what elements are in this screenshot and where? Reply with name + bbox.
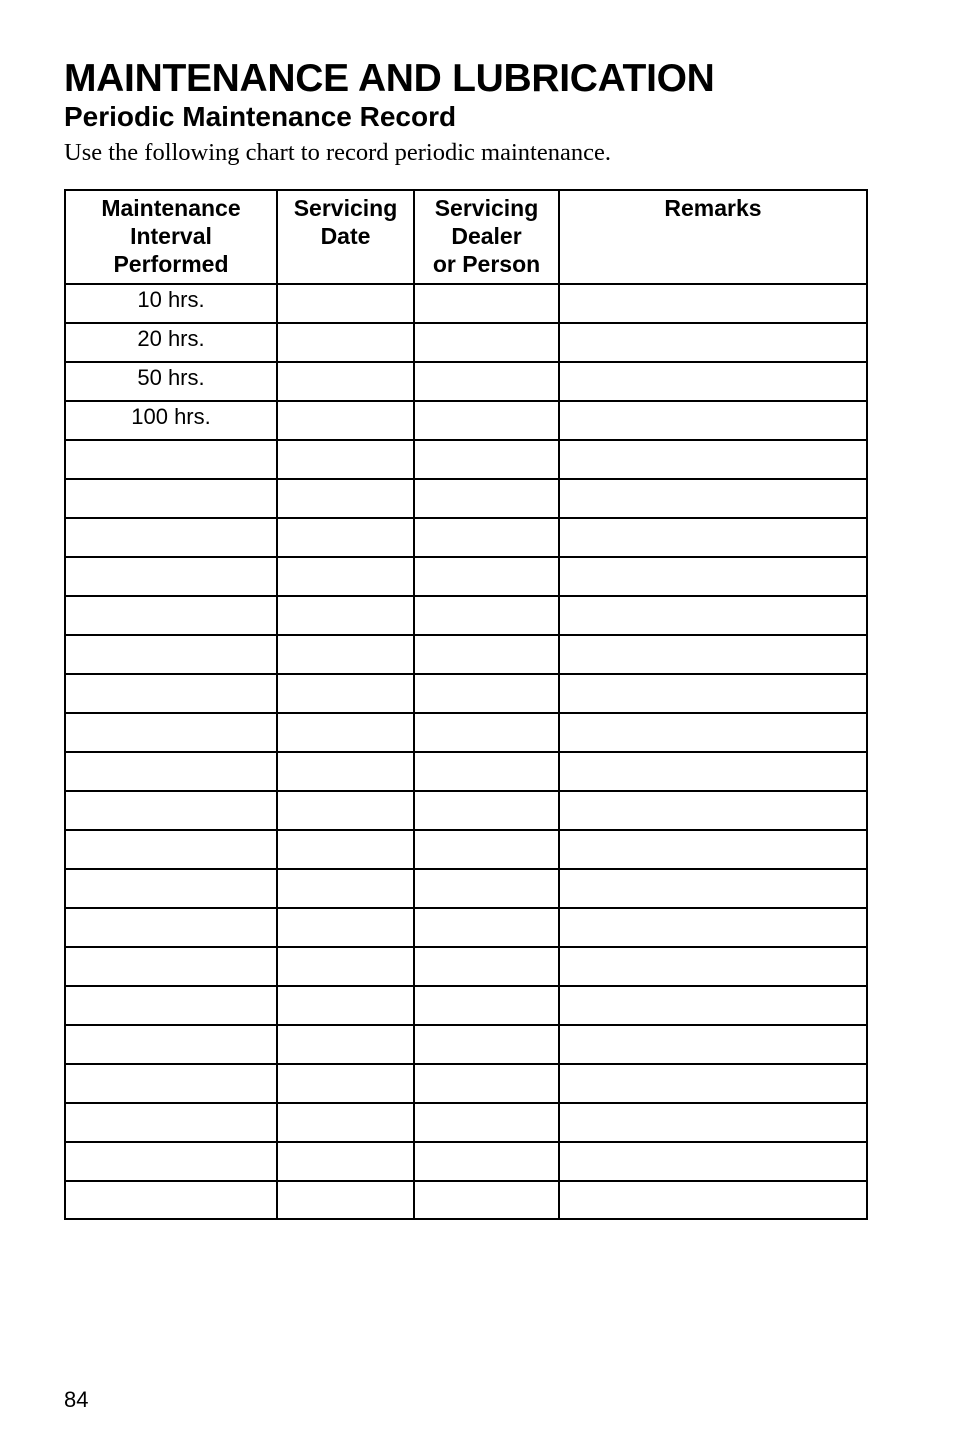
column-header-line: Remarks <box>664 195 762 221</box>
table-row <box>65 908 867 947</box>
table-row <box>65 401 867 440</box>
remarks-cell <box>559 752 867 791</box>
interval-cell: 20 hrs. <box>65 323 277 362</box>
dealer-cell <box>414 440 559 479</box>
servicing-date-cell <box>277 518 414 557</box>
remarks-cell <box>559 635 867 674</box>
remarks-cell <box>559 791 867 830</box>
interval-cell <box>65 440 277 479</box>
interval-cell <box>65 518 277 557</box>
interval-cell <box>65 752 277 791</box>
dealer-cell <box>414 791 559 830</box>
table-row <box>65 596 867 635</box>
dealer-cell <box>414 1103 559 1142</box>
interval-cell <box>65 908 277 947</box>
servicing-date-cell <box>277 440 414 479</box>
dealer-cell <box>414 1142 559 1181</box>
remarks-cell <box>559 1064 867 1103</box>
dealer-cell <box>414 362 559 401</box>
remarks-cell <box>559 440 867 479</box>
servicing-date-cell <box>277 908 414 947</box>
remarks-cell <box>559 947 867 986</box>
remarks-cell <box>559 518 867 557</box>
dealer-cell <box>414 674 559 713</box>
intro-text: Use the following chart to record periodic maintenance. <box>64 139 611 166</box>
interval-cell <box>65 674 277 713</box>
dealer-cell <box>414 986 559 1025</box>
table-row <box>65 713 867 752</box>
remarks-cell <box>559 1181 867 1219</box>
servicing-date-cell <box>277 791 414 830</box>
remarks-cell <box>559 479 867 518</box>
servicing-date-cell <box>277 752 414 791</box>
servicing-date-cell <box>277 1103 414 1142</box>
dealer-cell <box>414 1025 559 1064</box>
table-row <box>65 830 867 869</box>
servicing-date-cell <box>277 362 414 401</box>
dealer-cell <box>414 830 559 869</box>
interval-cell <box>65 479 277 518</box>
interval-cell <box>65 635 277 674</box>
remarks-cell <box>559 1025 867 1064</box>
header-maintenance-interval <box>65 190 277 284</box>
page-title: MAINTENANCE AND LUBRICATION <box>64 57 715 100</box>
dealer-cell <box>414 947 559 986</box>
header-remarks <box>559 190 867 284</box>
page-number: 84 <box>64 1387 89 1412</box>
table-row <box>65 440 867 479</box>
header-servicing-date <box>277 190 414 284</box>
table-row <box>65 752 867 791</box>
dealer-cell <box>414 284 559 323</box>
table-row <box>65 362 867 401</box>
interval-cell: 10 hrs. <box>65 284 277 323</box>
interval-cell <box>65 596 277 635</box>
interval-cell <box>65 713 277 752</box>
interval-cell <box>65 1181 277 1219</box>
interval-cell <box>65 947 277 986</box>
dealer-cell <box>414 518 559 557</box>
servicing-date-cell <box>277 1064 414 1103</box>
table-row <box>65 947 867 986</box>
interval-cell <box>65 830 277 869</box>
dealer-cell <box>414 557 559 596</box>
table-row <box>65 635 867 674</box>
servicing-date-cell <box>277 596 414 635</box>
dealer-cell <box>414 869 559 908</box>
column-header-line: Dealer <box>451 223 522 249</box>
servicing-date-cell <box>277 557 414 596</box>
column-header-line: or Person <box>432 251 541 277</box>
table-row <box>65 1142 867 1181</box>
servicing-date-cell <box>277 830 414 869</box>
servicing-date-cell <box>277 713 414 752</box>
dealer-cell <box>414 479 559 518</box>
remarks-cell <box>559 284 867 323</box>
header-servicing-dealer <box>414 190 559 284</box>
servicing-date-cell <box>277 1142 414 1181</box>
dealer-cell <box>414 908 559 947</box>
table-row <box>65 1064 867 1103</box>
servicing-date-cell <box>277 986 414 1025</box>
interval-cell: 100 hrs. <box>65 401 277 440</box>
remarks-cell <box>559 401 867 440</box>
interval-cell <box>65 791 277 830</box>
table-row <box>65 557 867 596</box>
maintenance-record-table <box>64 189 868 1220</box>
table-row <box>65 986 867 1025</box>
remarks-cell <box>559 830 867 869</box>
table-row <box>65 323 867 362</box>
dealer-cell <box>414 401 559 440</box>
section-title: Periodic Maintenance Record <box>64 101 457 132</box>
table-body <box>65 284 867 1219</box>
remarks-cell <box>559 1103 867 1142</box>
column-header-line: Date <box>320 223 371 249</box>
dealer-cell <box>414 713 559 752</box>
table-row <box>65 479 867 518</box>
servicing-date-cell <box>277 1025 414 1064</box>
remarks-cell <box>559 596 867 635</box>
column-header-line: Servicing <box>293 195 398 221</box>
dealer-cell <box>414 1181 559 1219</box>
remarks-cell <box>559 908 867 947</box>
servicing-date-cell <box>277 947 414 986</box>
interval-cell: 50 hrs. <box>65 362 277 401</box>
table-row <box>65 674 867 713</box>
table-header-row <box>65 190 867 284</box>
interval-cell <box>65 1103 277 1142</box>
servicing-date-cell <box>277 674 414 713</box>
servicing-date-cell <box>277 323 414 362</box>
table-row <box>65 518 867 557</box>
remarks-cell <box>559 323 867 362</box>
interval-cell <box>65 986 277 1025</box>
dealer-cell <box>414 635 559 674</box>
servicing-date-cell <box>277 869 414 908</box>
servicing-date-cell <box>277 401 414 440</box>
dealer-cell <box>414 323 559 362</box>
table-row <box>65 1181 867 1219</box>
remarks-cell <box>559 986 867 1025</box>
remarks-cell <box>559 713 867 752</box>
remarks-cell <box>559 362 867 401</box>
interval-cell <box>65 1142 277 1181</box>
servicing-date-cell <box>277 284 414 323</box>
column-header-line: Servicing <box>434 195 539 221</box>
dealer-cell <box>414 596 559 635</box>
table-row <box>65 791 867 830</box>
remarks-cell <box>559 674 867 713</box>
remarks-cell <box>559 557 867 596</box>
interval-cell <box>65 557 277 596</box>
table-row <box>65 284 867 323</box>
remarks-cell <box>559 1142 867 1181</box>
dealer-cell <box>414 1064 559 1103</box>
interval-cell <box>65 1064 277 1103</box>
column-header-line: Interval <box>130 223 212 249</box>
remarks-cell <box>559 869 867 908</box>
interval-cell <box>65 869 277 908</box>
interval-cell <box>65 1025 277 1064</box>
dealer-cell <box>414 752 559 791</box>
table-row <box>65 1103 867 1142</box>
table-row <box>65 869 867 908</box>
table-row <box>65 1025 867 1064</box>
servicing-date-cell <box>277 635 414 674</box>
column-header-line: Maintenance <box>101 195 241 221</box>
servicing-date-cell <box>277 1181 414 1219</box>
column-header-line: Performed <box>113 251 229 277</box>
servicing-date-cell <box>277 479 414 518</box>
